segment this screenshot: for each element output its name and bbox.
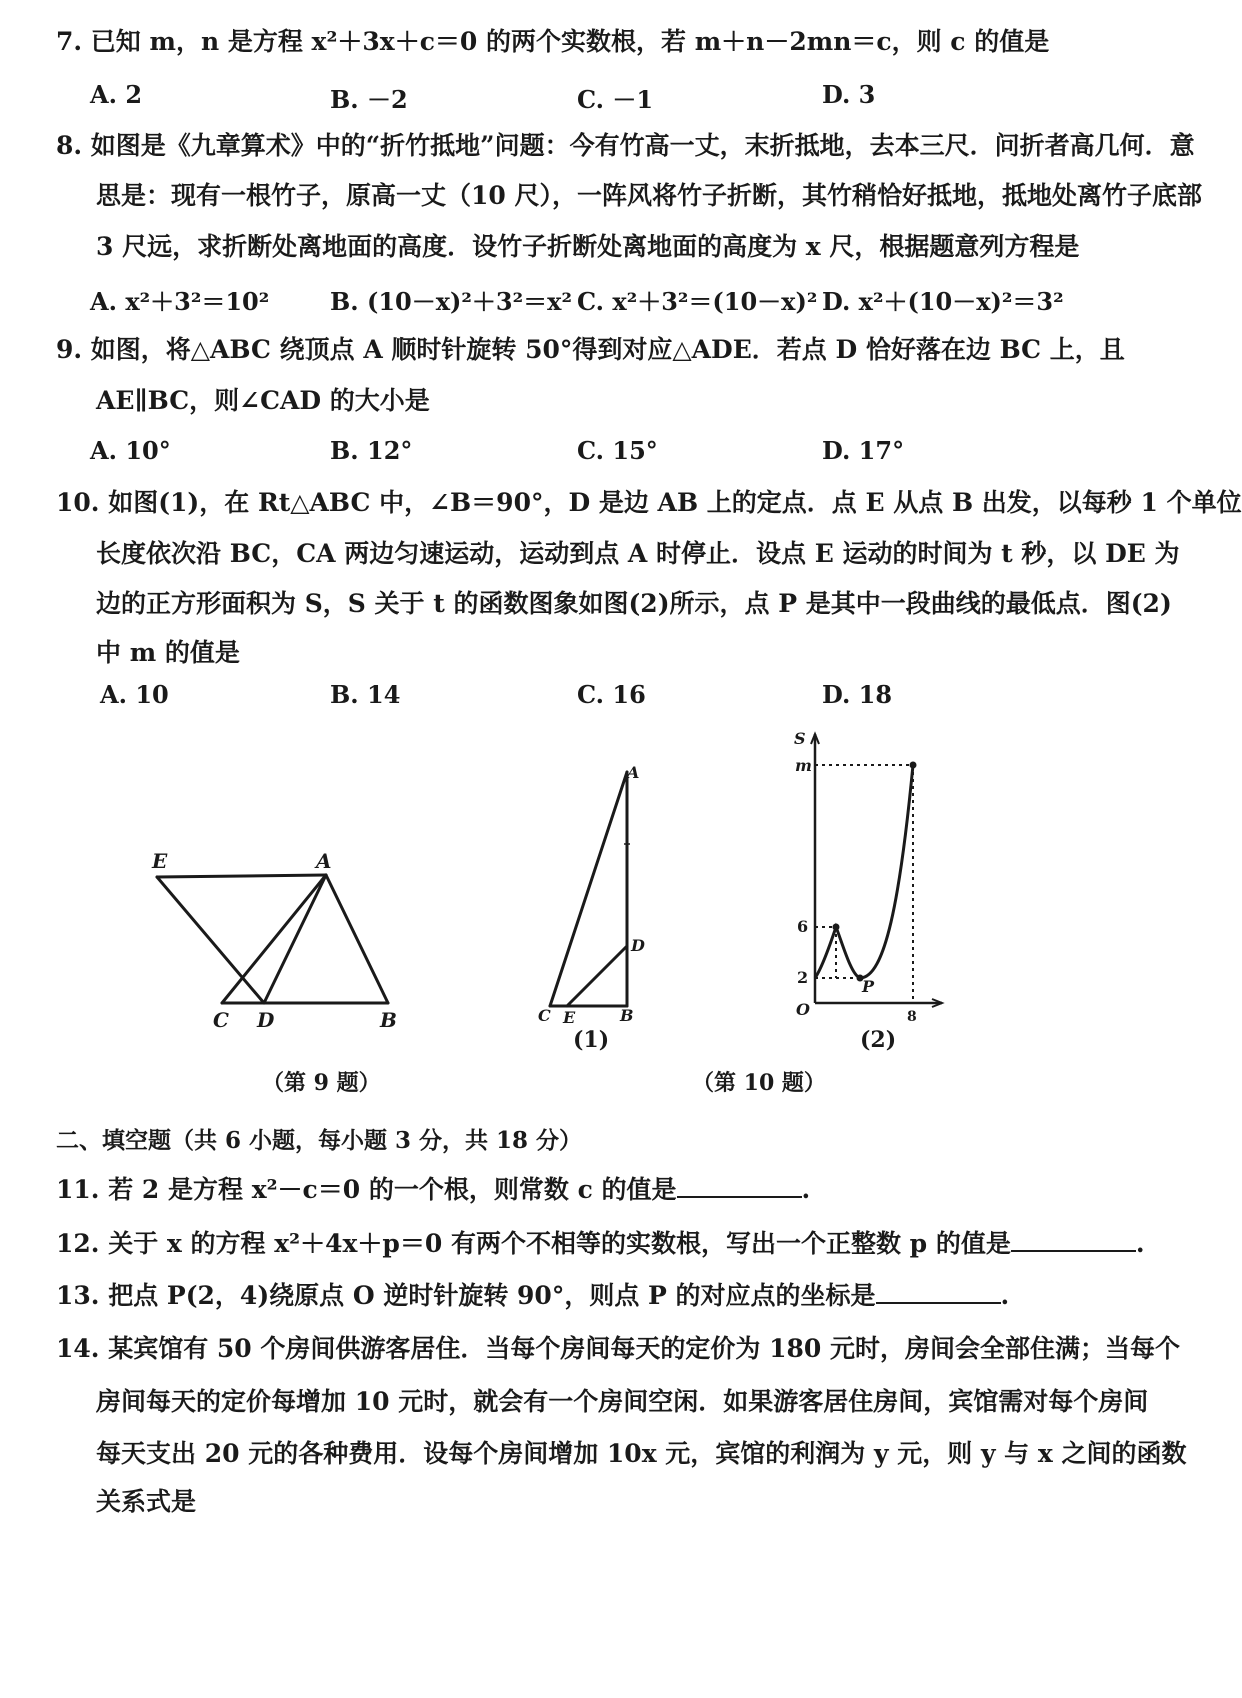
fig9-label-c: C: [213, 1008, 229, 1032]
question-11: [56, 1170, 810, 1206]
fig10b-label-o: O: [796, 1000, 810, 1019]
fig9-label-d: D: [257, 1008, 275, 1032]
fig10a-label-c: C: [538, 1006, 551, 1025]
q8-option-a: A. x²＋3²＝10²: [90, 287, 270, 316]
question-14-line-2: 房间每天的定价每增加 10 元时，就会有一个房间空闲．如果游客居住房间，宾馆需对每个房间: [96, 1387, 1149, 1416]
question-11-end: .: [801, 1175, 811, 1204]
figures-area: [0, 720, 1200, 1140]
question-8-line-1: 8. 如图是《九章算术》中的“折竹抵地”问题：今有竹高一丈，末折抵地，去本三尺．问折者高几何．意: [56, 131, 1195, 160]
question-8-line-2: 思是：现有一根竹子，原高一丈（10 尺），一阵风将竹子折断，其竹稍恰好抵地，抵地处离竹子底部: [96, 181, 1202, 210]
question-8-line-3: 3 尺远，求折断处离地面的高度．设竹子折断处离地面的高度为 x 尺，根据题意列方程是: [96, 232, 1080, 261]
fig10b-label-m: m: [795, 756, 812, 775]
figure-10-1-diagram: [550, 772, 627, 1006]
q10-option-b: B. 14: [330, 680, 401, 709]
fig10a-label-e: E: [563, 1008, 576, 1027]
question-14-line-1: 14. 某宾馆有 50 个房间供游客居住．当每个房间每天的定价为 180 元时，房间会全部住满；当每个: [56, 1334, 1180, 1363]
question-13-end: .: [1000, 1281, 1010, 1310]
question-13: [56, 1276, 1009, 1312]
q7-option-b: B. －2: [330, 85, 408, 114]
q8-option-b: B. (10－x)²＋3²＝x²: [330, 287, 572, 316]
fig9-label-e: E: [152, 849, 168, 873]
fig10a-label-d: D: [631, 936, 645, 955]
question-11-text: 11. 若 2 是方程 x²－c＝0 的一个根，则常数 c 的值是: [56, 1175, 677, 1204]
question-12-end: .: [1135, 1229, 1145, 1258]
fig10b-label-8: 8: [907, 1009, 917, 1025]
fig10a-label-b: B: [620, 1006, 634, 1025]
answer-blank-11[interactable]: [677, 1176, 802, 1198]
q9-option-b: B. 12°: [330, 436, 413, 465]
fig10b-label-2: 2: [797, 968, 809, 987]
s-curve: [815, 765, 913, 978]
q7-option-d: D. 3: [822, 80, 876, 109]
curve-peak-point: [833, 924, 840, 931]
fig10b-label-s: S: [794, 729, 806, 748]
q10-option-c: C. 16: [577, 680, 646, 709]
fig9-label-a: A: [316, 849, 332, 873]
q9-option-d: D. 17°: [822, 436, 905, 465]
question-13-text: 13. 把点 P(2，4)绕原点 O 逆时针旋转 90°，则点 P 的对应点的坐标是: [56, 1281, 876, 1310]
figure-9-diagram: [157, 875, 388, 1003]
answer-blank-12[interactable]: [1011, 1230, 1136, 1252]
q9-option-a: A. 10°: [90, 436, 171, 465]
question-14-line-3: 每天支出 20 元的各种费用．设每个房间增加 10x 元，宾馆的利润为 y 元，则 y 与 x 之间的函数: [96, 1439, 1187, 1468]
fig10a-label-a: A: [627, 763, 640, 782]
fig10b-caption: (2): [860, 1027, 897, 1053]
question-10-line-1: 10. 如图(1)，在 Rt△ABC 中，∠B＝90°，D 是边 AB 上的定点．点 E 从点 B 出发，以每秒 1 个单位: [56, 488, 1242, 517]
answer-blank-13[interactable]: [876, 1282, 1001, 1304]
q8-option-c: C. x²＋3²＝(10－x)²: [577, 287, 818, 316]
section-2-title: 二、填空题（共 6 小题，每小题 3 分，共 18 分）: [56, 1127, 583, 1154]
question-10-line-2: 长度依次沿 BC，CA 两边匀速运动，运动到点 A 时停止．设点 E 运动的时间为 t 秒，以 DE 为: [96, 539, 1180, 568]
q10-option-a: A. 10: [100, 680, 169, 709]
curve-end-point: [910, 762, 917, 769]
q9-option-c: C. 15°: [577, 436, 658, 465]
fig10b-label-6: 6: [797, 917, 809, 936]
question-12-text: 12. 关于 x 的方程 x²＋4x＋p＝0 有两个不相等的实数根，写出一个正整数 p 的值是: [56, 1229, 1011, 1258]
q7-option-c: C. －1: [577, 85, 654, 114]
fig9-label-b: B: [380, 1008, 397, 1032]
fig9-caption: （第 9 题）: [262, 1070, 381, 1096]
question-10-line-3: 边的正方形面积为 S，S 关于 t 的函数图象如图(2)所示，点 P 是其中一段曲线的最低点．图(2): [96, 589, 1172, 618]
q10-option-d: D. 18: [822, 680, 893, 709]
fig10-caption: （第 10 题）: [692, 1070, 826, 1096]
question-9-line-2: AE∥BC，则∠CAD 的大小是: [96, 386, 430, 415]
q8-option-d: D. x²＋(10－x)²＝3²: [822, 287, 1064, 316]
question-14-line-4: 关系式是: [96, 1487, 197, 1516]
question-10-line-4: 中 m 的值是: [96, 638, 240, 667]
figure-10-2-graph: [811, 734, 942, 1007]
fig10b-label-p: P: [862, 977, 875, 996]
q7-option-a: A. 2: [90, 80, 143, 109]
fig10a-caption: (1): [573, 1027, 610, 1053]
question-7-text: 7. 已知 m，n 是方程 x²＋3x＋c＝0 的两个实数根，若 m＋n－2mn＝c，则 c 的值是: [56, 27, 1050, 56]
question-12: [56, 1224, 1145, 1260]
question-9-line-1: 9. 如图，将△ABC 绕顶点 A 顺时针旋转 50°得到对应△ADE．若点 D 恰好落在边 BC 上，且: [56, 335, 1125, 364]
